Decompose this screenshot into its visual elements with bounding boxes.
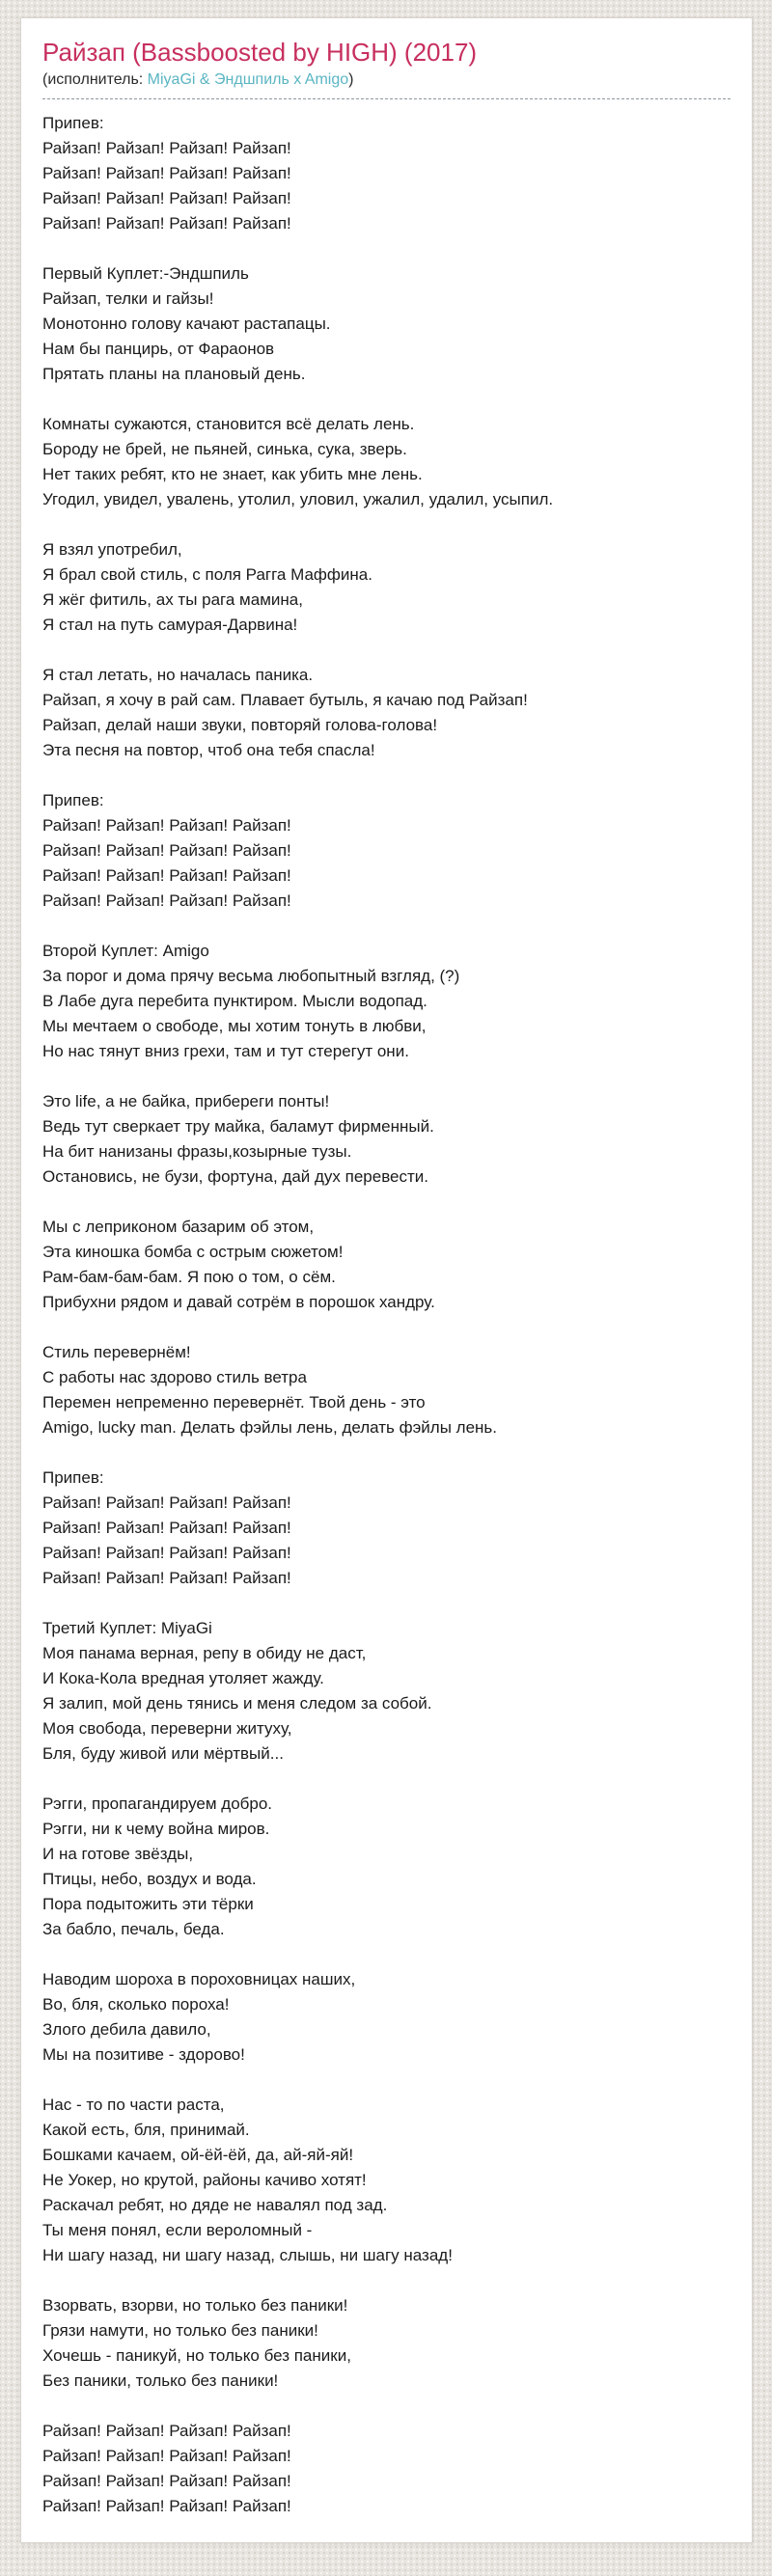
lyrics-line: И на готове звёзды, — [42, 1845, 194, 1863]
song-title: Райзап (Bassboosted by HIGH) (2017) — [42, 38, 478, 67]
lyrics-line: Во, бля, сколько пороха! — [42, 1995, 230, 2014]
lyrics-line: Без паники, только без паники! — [42, 2371, 279, 2390]
lyrics-line: Райзап, телки и гайзы! — [42, 289, 214, 308]
lyrics-line: Нет таких ребят, кто не знает, как убить мне лень. — [42, 465, 423, 483]
page-background — [0, 17, 772, 2576]
lyrics-line: Не Уокер, но крутой, районы качиво хотят! — [42, 2171, 367, 2189]
lyrics-line: С работы нас здорово стиль ветра — [42, 1368, 307, 1386]
lyrics-line: Райзап! Райзап! Райзап! Райзап! — [42, 2422, 291, 2440]
lyrics-line: Amigo, lucky man. Делать фэйлы лень, делать фэйлы лень. — [42, 1418, 497, 1437]
lyrics-line: Это life, а не байка, прибереги понты! — [42, 1092, 330, 1110]
lyrics-stanza — [42, 261, 731, 387]
lyrics-line: Я залип, мой день тянись и меня следом за собой. — [42, 1694, 432, 1713]
lyrics-line: Припев: — [42, 114, 104, 132]
lyrics-line: Мы мечтаем о свободе, мы хотим тонуть в любви, — [42, 1017, 427, 1035]
lyrics-line: Райзап! Райзап! Райзап! Райзап! — [42, 214, 291, 233]
lyrics-stanza — [42, 1089, 731, 1190]
lyrics-line: Хочешь - паникуй, но только без паники, — [42, 2346, 351, 2365]
lyrics-line: Райзап! Райзап! Райзап! Райзап! — [42, 816, 291, 835]
lyrics-line: Комнаты сужаются, становится всё делать лень. — [42, 415, 415, 433]
lyrics-line: Ни шагу назад, ни шагу назад, слышь, ни шагу назад! — [42, 2246, 453, 2264]
lyrics-line: Я брал свой стиль, с поля Рагга Маффина. — [42, 565, 372, 584]
lyrics-line: Бля, буду живой или мёртвый... — [42, 1744, 284, 1763]
lyrics-line: Остановись, не бузи, фортуна, дай дух перевести. — [42, 1167, 429, 1186]
lyrics-line: Райзап! Райзап! Райзап! Райзап! — [42, 891, 291, 910]
lyrics-line: Эта песня на повтор, чтоб она тебя спасла! — [42, 741, 375, 759]
lyrics-stanza — [42, 537, 731, 638]
lyrics-line: Райзап! Райзап! Райзап! Райзап! — [42, 2472, 291, 2490]
lyrics-line: Стиль перевернём! — [42, 1343, 191, 1361]
lyrics-stanza — [42, 1340, 731, 1440]
lyrics-line: Рэгги, пропагандируем добро. — [42, 1795, 273, 1813]
lyrics-line: Рэгги, ни к чему война миров. — [42, 1820, 270, 1838]
artist-line — [42, 69, 731, 91]
lyrics-text — [42, 111, 731, 2519]
lyrics-line: Бошками качаем, ой-ёй-ёй, да, ай-яй-яй! — [42, 2146, 354, 2164]
lyrics-line: Райзап! Райзап! Райзап! Райзап! — [42, 2447, 291, 2465]
lyrics-line: Я стал на путь самурая-Дарвина! — [42, 616, 298, 634]
lyrics-stanza — [42, 939, 731, 1064]
lyrics-stanza — [42, 412, 731, 512]
lyrics-line: Райзап! Райзап! Райзап! Райзап! — [42, 1519, 291, 1537]
artist-link[interactable]: MiyaGi & Эндшпиль x Amigo — [147, 71, 349, 88]
lyrics-line: Райзап! Райзап! Райзап! Райзап! — [42, 1544, 291, 1562]
lyrics-line: Райзап! Райзап! Райзап! Райзап! — [42, 1569, 291, 1587]
lyrics-line: Бороду не брей, не пьяней, синька, сука, зверь. — [42, 440, 407, 458]
lyrics-line: Райзап! Райзап! Райзап! Райзап! — [42, 841, 291, 860]
artist-label-prefix: (исполнитель: — [42, 71, 148, 88]
lyrics-line: Райзап! Райзап! Райзап! Райзап! — [42, 866, 291, 885]
lyrics-line: Райзап, я хочу в рай сам. Плавает бутыль, я качаю под Райзап! — [42, 691, 528, 709]
lyrics-stanza — [42, 2093, 731, 2268]
lyrics-line: На бит нанизаны фразы,козырные тузы. — [42, 1142, 352, 1161]
lyrics-line: Припев: — [42, 1468, 104, 1487]
lyrics-line: Но нас тянут вниз грехи, там и тут стерегут они. — [42, 1042, 409, 1060]
lyrics-line: Первый Куплет:-Эндшпиль — [42, 264, 249, 283]
lyrics-line: Моя свобода, переверни житуху, — [42, 1719, 292, 1738]
lyrics-line: Ведь тут сверкает тру майка, баламут фирменный. — [42, 1117, 434, 1136]
lyrics-line: Нам бы панцирь, от Фараонов — [42, 340, 275, 358]
lyrics-line: Эта киношка бомба с острым сюжетом! — [42, 1243, 344, 1261]
lyrics-line: Райзап, делай наши звуки, повторяй голова-голова! — [42, 716, 438, 734]
lyrics-line: Моя панама верная, репу в обиду не даст, — [42, 1644, 367, 1662]
lyrics-stanza — [42, 663, 731, 763]
lyrics-line: Райзап! Райзап! Райзап! Райзап! — [42, 1494, 291, 1512]
lyrics-line: Нас - то по части раста, — [42, 2096, 225, 2114]
lyrics-line: Раскачал ребят, но дяде не навалял под зад. — [42, 2196, 388, 2214]
lyrics-line: Третий Куплет: MiyaGi — [42, 1619, 212, 1637]
lyrics-line: Злого дебила давило, — [42, 2020, 211, 2039]
lyrics-stanza — [42, 1616, 731, 1767]
lyrics-line: Пора подытожить эти тёрки — [42, 1895, 254, 1913]
lyrics-line: Райзап! Райзап! Райзап! Райзап! — [42, 189, 291, 207]
lyrics-line: Ты меня понял, если вероломный - — [42, 2221, 313, 2239]
lyrics-stanza — [42, 1967, 731, 2068]
lyrics-line: Грязи намути, но только без паники! — [42, 2321, 318, 2340]
lyrics-stanza — [42, 2293, 731, 2394]
lyrics-stanza — [42, 1466, 731, 1591]
lyrics-line: Наводим шороха в пороховницах наших, — [42, 1970, 356, 1988]
lyrics-line: Прибухни рядом и давай сотрём в порошок хандру. — [42, 1293, 435, 1311]
lyrics-card — [20, 17, 753, 2543]
lyrics-line: Я жёг фитиль, ах ты рага мамина, — [42, 590, 303, 609]
lyrics-line: Мы на позитиве - здорово! — [42, 2045, 245, 2064]
lyrics-line: Я взял употребил, — [42, 540, 182, 559]
lyrics-line: Райзап! Райзап! Райзап! Райзап! — [42, 2497, 291, 2515]
lyrics-line: Какой есть, бля, принимай. — [42, 2121, 250, 2139]
lyrics-line: Райзап! Райзап! Райзап! Райзап! — [42, 164, 291, 182]
lyrics-line: Я стал летать, но началась паника. — [42, 666, 314, 684]
lyrics-stanza — [42, 2419, 731, 2519]
lyrics-line: За бабло, печаль, беда. — [42, 1920, 225, 1938]
lyrics-line: Мы с леприконом базарим об этом, — [42, 1218, 315, 1236]
lyrics-stanza — [42, 1792, 731, 1942]
lyrics-line: Припев: — [42, 791, 104, 809]
lyrics-line: Взорвать, взорви, но только без паники! — [42, 2296, 348, 2315]
lyrics-stanza — [42, 788, 731, 914]
lyrics-line: Монотонно голову качают растапацы. — [42, 315, 331, 333]
lyrics-line: Угодил, увидел, увалень, утолил, уловил, ужалил, удалил, усыпил. — [42, 490, 554, 508]
lyrics-line: Рам-бам-бам-бам. Я пою о том, о сём. — [42, 1268, 336, 1286]
lyrics-line: Птицы, небо, воздух и вода. — [42, 1870, 257, 1888]
song-header — [42, 38, 731, 99]
artist-label-suffix: ) — [348, 71, 354, 88]
lyrics-line: Райзап! Райзап! Райзап! Райзап! — [42, 139, 291, 157]
lyrics-line: В Лабе дуга перебита пунктиром. Мысли водопад. — [42, 992, 427, 1010]
lyrics-stanza — [42, 1215, 731, 1315]
lyrics-stanza — [42, 111, 731, 236]
lyrics-line: Второй Куплет: Amigo — [42, 942, 209, 960]
lyrics-line: Перемен непременно перевернёт. Твой день - это — [42, 1393, 426, 1411]
lyrics-line: Прятать планы на плановый день. — [42, 365, 306, 383]
lyrics-line: За порог и дома прячу весьма любопытный взгляд, (?) — [42, 967, 460, 985]
lyrics-line: И Кока-Кола вредная утоляет жажду. — [42, 1669, 324, 1687]
